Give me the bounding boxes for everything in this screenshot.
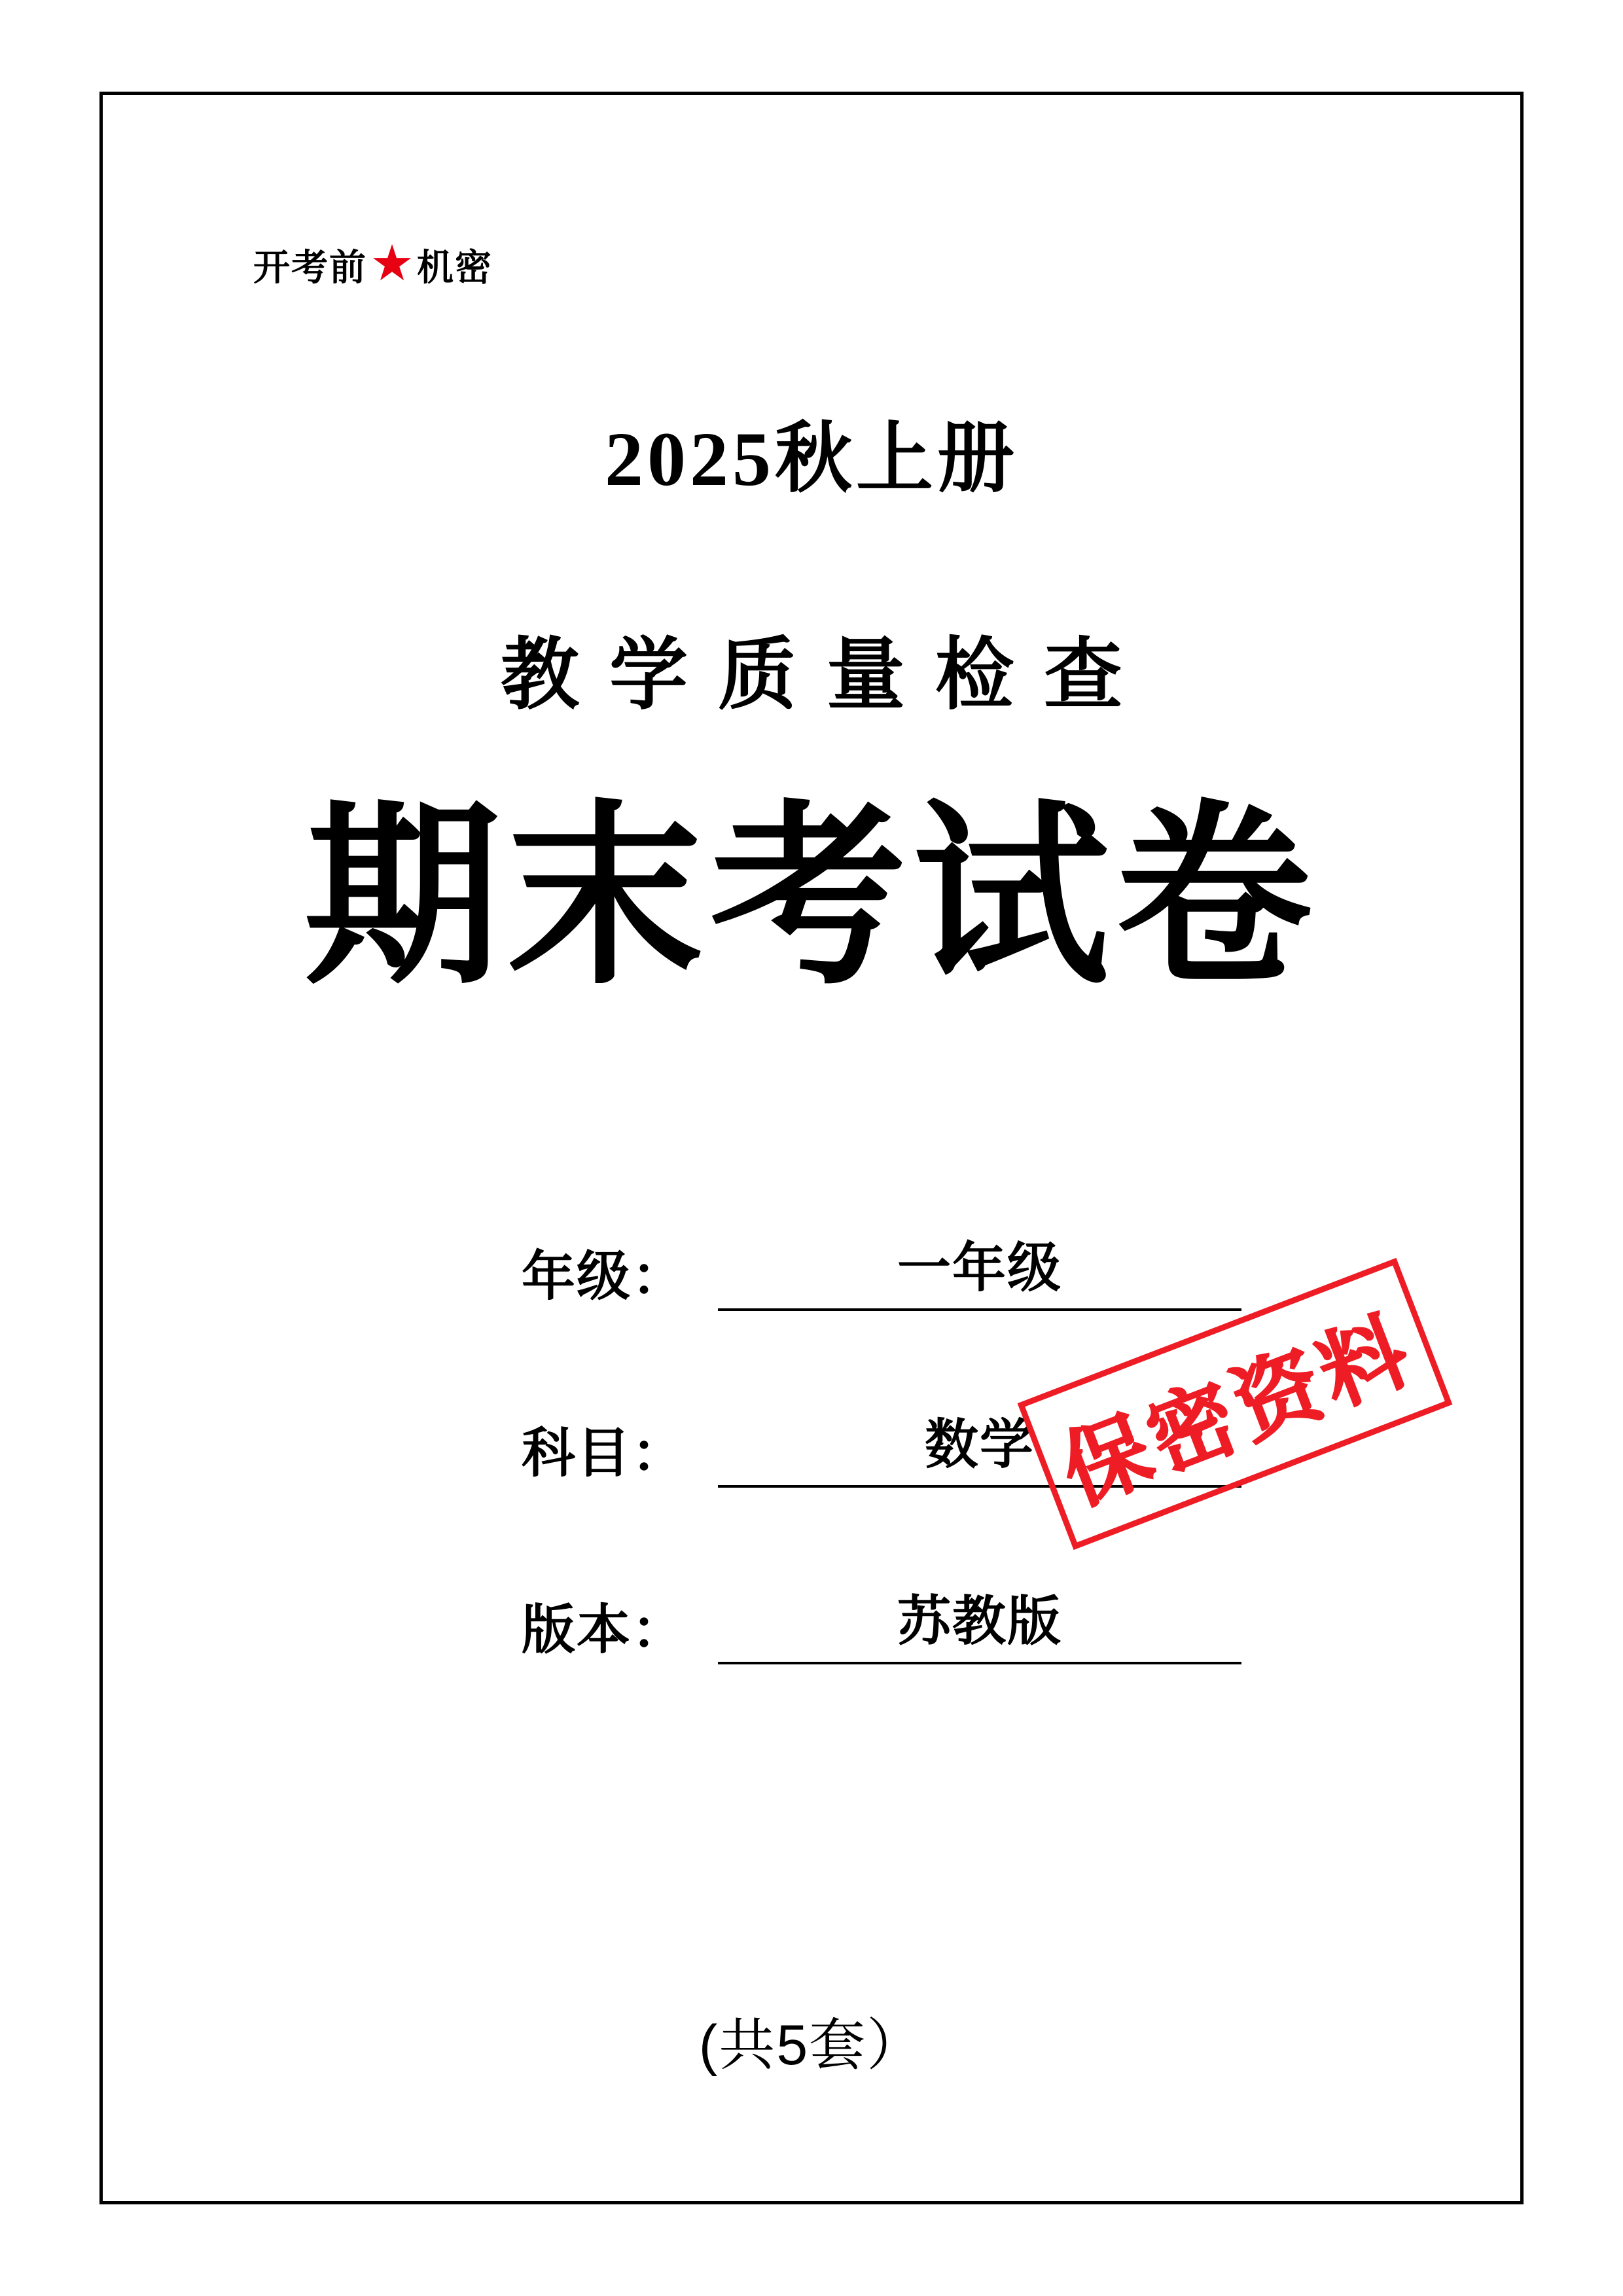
- secret-notice-suffix: 机密: [417, 247, 493, 288]
- red-star-icon: ★: [370, 236, 416, 291]
- exam-term-title: 2025秋上册: [604, 416, 1018, 502]
- cover-border-frame: [99, 92, 1524, 2204]
- field-value-edition: 苏教版: [897, 1592, 1062, 1651]
- field-underline-grade: [718, 1234, 1241, 1311]
- secret-notice: [253, 236, 493, 291]
- field-value-subject: 数学: [924, 1415, 1035, 1475]
- set-count-label: (共5套）: [698, 2014, 925, 2077]
- field-label-subject: 科目：: [522, 1424, 687, 1483]
- field-label-edition: 版本：: [522, 1600, 687, 1660]
- exam-main-title: 期末考试卷: [304, 787, 1319, 1007]
- exam-subtitle: 教学质量检查: [501, 632, 1152, 719]
- secret-notice-prefix: 开考前: [253, 247, 367, 288]
- confidential-stamp-text: 保密资料: [1049, 1300, 1426, 1522]
- field-row-edition: [522, 1587, 1294, 1764]
- field-underline-edition: [718, 1587, 1241, 1664]
- field-label-grade: 年级：: [522, 1247, 687, 1306]
- field-value-grade: 一年级: [897, 1238, 1062, 1298]
